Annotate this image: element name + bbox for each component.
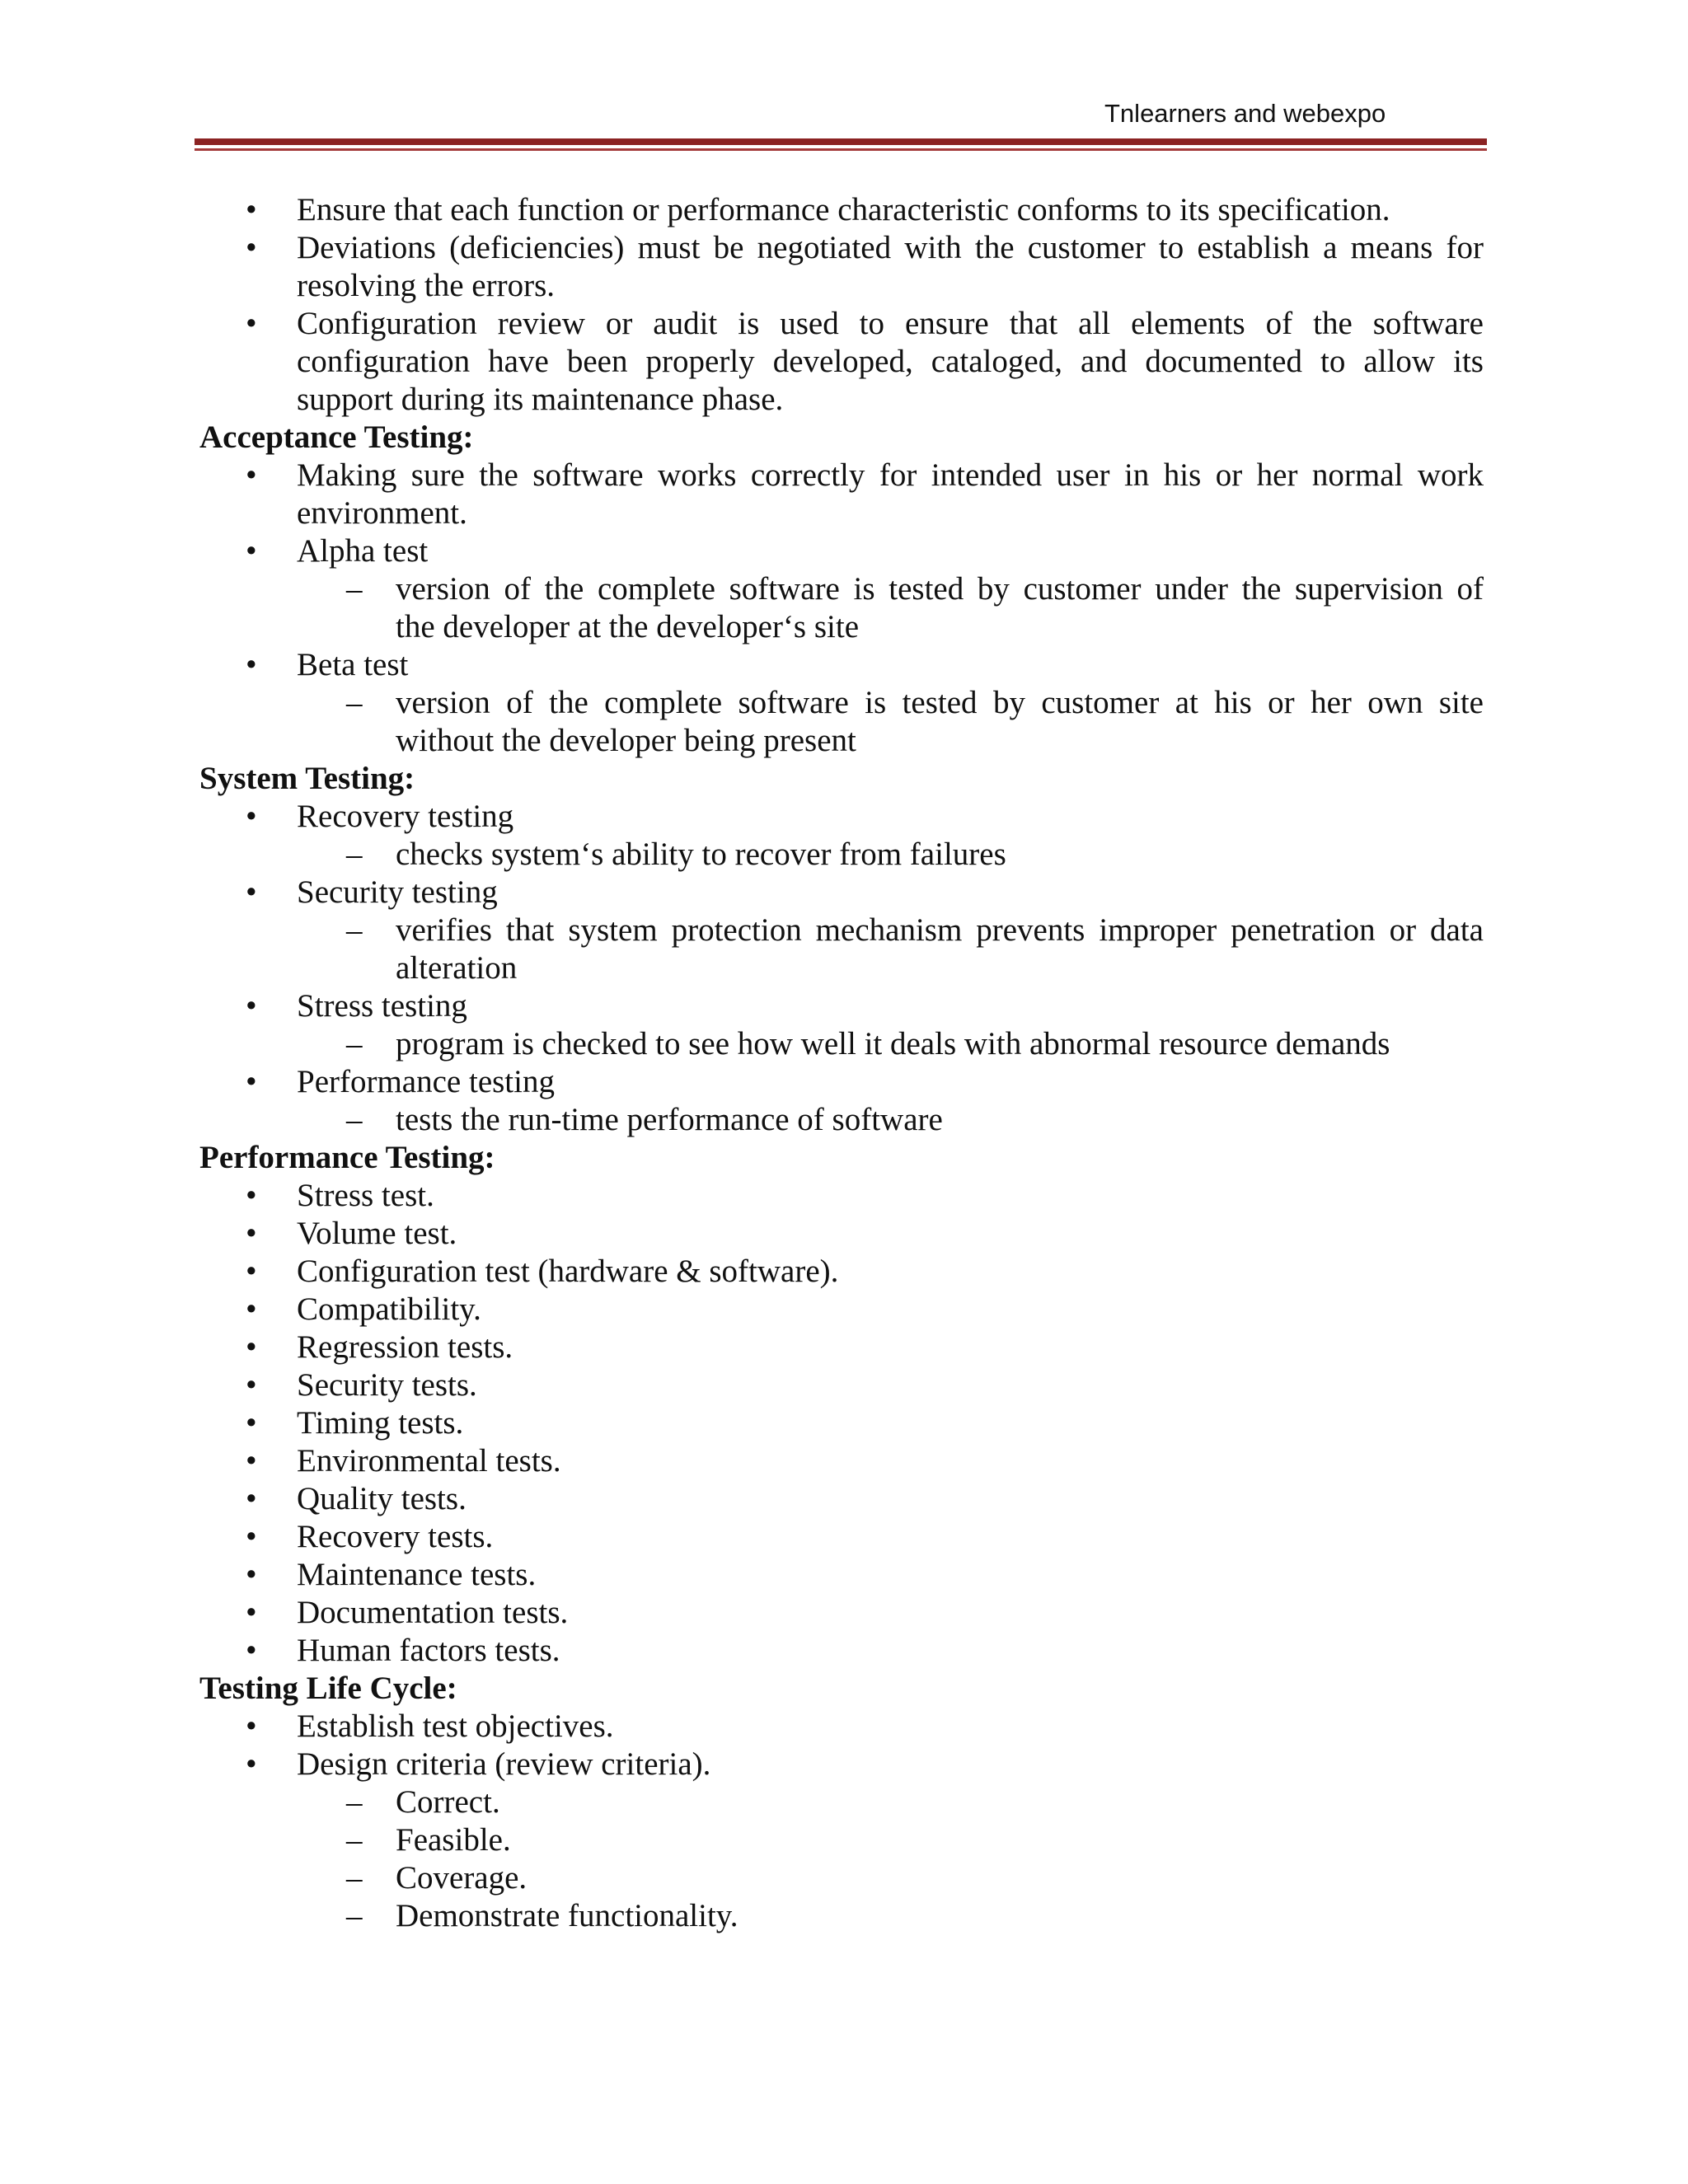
bullet-item (198, 229, 1484, 267)
line-text: Quality tests. (297, 1481, 467, 1516)
bullet-item (198, 1594, 1484, 1632)
line-text: Documentation tests. (297, 1595, 569, 1630)
bullet-icon: • (246, 1178, 257, 1213)
line-text: version of the complete software is tested by customer at his or her own site (396, 685, 1484, 720)
bullet-icon: • (246, 1367, 257, 1403)
line-text: Testing Life Cycle: (199, 1671, 457, 1706)
bullet-icon: • (246, 1216, 257, 1251)
line-text: Human factors tests. (297, 1633, 560, 1668)
bullet-icon: • (246, 1746, 257, 1782)
line-text: resolving the errors. (297, 268, 555, 303)
document-body (198, 191, 1484, 1935)
bullet-icon: • (246, 988, 257, 1024)
bullet-item (198, 646, 1484, 684)
bullet-icon: • (246, 306, 257, 341)
bullet-icon: • (246, 230, 257, 265)
line-text: Coverage. (396, 1860, 528, 1896)
sub-item (198, 1859, 1484, 1897)
bullet-icon: • (246, 1595, 257, 1630)
sub-item (198, 1821, 1484, 1859)
bullet-item (198, 798, 1484, 836)
sub-item (198, 1025, 1484, 1063)
sub-item (198, 1897, 1484, 1935)
bullet-icon: • (246, 1633, 257, 1668)
bullet-continuation (198, 343, 1484, 381)
bullet-item (198, 191, 1484, 229)
dash-icon: – (346, 1784, 363, 1820)
line-text: Demonstrate functionality. (396, 1898, 738, 1933)
bullet-icon: • (246, 1254, 257, 1289)
bullet-icon: • (246, 1405, 257, 1441)
sub-item-continuation (198, 608, 1484, 646)
line-text: Recovery tests. (297, 1519, 494, 1554)
bullet-item (198, 1480, 1484, 1518)
sub-item (198, 912, 1484, 949)
sub-item-continuation (198, 722, 1484, 760)
bullet-item (198, 457, 1484, 494)
line-text: configuration have been properly developed, cataloged, and documented to allow its (297, 344, 1484, 379)
line-text: Ensure that each function or performance characteristic conforms to its specification. (297, 192, 1390, 227)
line-text: Security tests. (297, 1367, 477, 1403)
bullet-item (198, 1556, 1484, 1594)
bullet-item (198, 1063, 1484, 1101)
line-text: support during its maintenance phase. (297, 382, 784, 417)
bullet-item (198, 1366, 1484, 1404)
bullet-item (198, 1518, 1484, 1556)
dash-icon: – (346, 1822, 363, 1858)
line-text: tests the run-time performance of software (396, 1102, 943, 1137)
line-text: Stress testing (297, 988, 467, 1024)
line-text: Feasible. (396, 1822, 511, 1858)
line-text: Correct. (396, 1784, 500, 1820)
line-text: Configuration review or audit is used to ensure that all elements of the software (297, 306, 1484, 341)
bullet-item (198, 874, 1484, 912)
bullet-item (198, 1329, 1484, 1366)
bullet-icon: • (246, 1291, 257, 1327)
bullet-item (198, 1632, 1484, 1670)
sub-item (198, 570, 1484, 608)
line-text: program is checked to see how well it deals with abnormal resource demands (396, 1026, 1390, 1062)
section-heading (198, 760, 1484, 798)
bullet-item (198, 1215, 1484, 1253)
bullet-icon: • (246, 192, 257, 227)
line-text: Performance Testing: (199, 1140, 495, 1175)
line-text: Environmental tests. (297, 1443, 561, 1479)
bullet-icon: • (246, 647, 257, 682)
line-text: Establish test objectives. (297, 1708, 614, 1744)
line-text: Making sure the software works correctly for intended user in his or her normal work (297, 457, 1484, 493)
header-title: Tnlearners and webexpo (1104, 99, 1386, 128)
bullet-icon: • (246, 533, 257, 569)
sub-item-continuation (198, 949, 1484, 987)
bullet-icon: • (246, 1519, 257, 1554)
line-text: verifies that system protection mechanism prevents improper penetration or data (396, 912, 1484, 948)
line-text: without the developer being present (396, 723, 856, 758)
bullet-icon: • (246, 1329, 257, 1365)
line-text: Alpha test (297, 533, 429, 569)
bullet-item (198, 1177, 1484, 1215)
bullet-continuation (198, 267, 1484, 305)
bullet-item (198, 305, 1484, 343)
section-heading (198, 419, 1484, 457)
bullet-icon: • (246, 1064, 257, 1099)
line-text: Configuration test (hardware & software). (297, 1254, 839, 1289)
line-text: Deviations (deficiencies) must be negotiated with the customer to establish a means for (297, 230, 1484, 265)
line-text: Performance testing (297, 1064, 555, 1099)
sub-item (198, 1101, 1484, 1139)
bullet-item (198, 1404, 1484, 1442)
line-text: Stress test. (297, 1178, 434, 1213)
dash-icon: – (346, 1898, 363, 1933)
line-text: environment. (297, 495, 467, 531)
dash-icon: – (346, 571, 363, 607)
line-text: Regression tests. (297, 1329, 513, 1365)
bullet-icon: • (246, 1708, 257, 1744)
dash-icon: – (346, 1860, 363, 1896)
dash-icon: – (346, 1026, 363, 1062)
sub-item (198, 1783, 1484, 1821)
sub-item (198, 684, 1484, 722)
bullet-item (198, 1746, 1484, 1783)
line-text: alteration (396, 950, 518, 986)
line-text: System Testing: (199, 761, 415, 796)
line-text: Security testing (297, 874, 498, 910)
dash-icon: – (346, 912, 363, 948)
bullet-item (198, 532, 1484, 570)
line-text: Compatibility. (297, 1291, 481, 1327)
line-text: Acceptance Testing: (199, 419, 474, 455)
bullet-icon: • (246, 1481, 257, 1516)
header-rule-thin (195, 148, 1487, 151)
bullet-item (198, 1708, 1484, 1746)
line-text: Recovery testing (297, 799, 514, 834)
bullet-icon: • (246, 1557, 257, 1592)
section-heading (198, 1670, 1484, 1708)
line-text: the developer at the developer‘s site (396, 609, 860, 644)
bullet-icon: • (246, 799, 257, 834)
line-text: version of the complete software is tested by customer under the supervision of (396, 571, 1484, 607)
header-rule (195, 138, 1487, 145)
line-text: Design criteria (review criteria). (297, 1746, 711, 1782)
line-text: Beta test (297, 647, 409, 682)
dash-icon: – (346, 837, 363, 872)
dash-icon: – (346, 1102, 363, 1137)
section-heading (198, 1139, 1484, 1177)
bullet-continuation (198, 494, 1484, 532)
bullet-item (198, 1291, 1484, 1329)
bullet-item (198, 1442, 1484, 1480)
bullet-item (198, 987, 1484, 1025)
bullet-icon: • (246, 457, 257, 493)
line-text: checks system‘s ability to recover from failures (396, 837, 1006, 872)
dash-icon: – (346, 685, 363, 720)
bullet-icon: • (246, 1443, 257, 1479)
sub-item (198, 836, 1484, 874)
line-text: Timing tests. (297, 1405, 464, 1441)
bullet-continuation (198, 381, 1484, 419)
bullet-item (198, 1253, 1484, 1291)
line-text: Volume test. (297, 1216, 457, 1251)
bullet-icon: • (246, 874, 257, 910)
line-text: Maintenance tests. (297, 1557, 537, 1592)
